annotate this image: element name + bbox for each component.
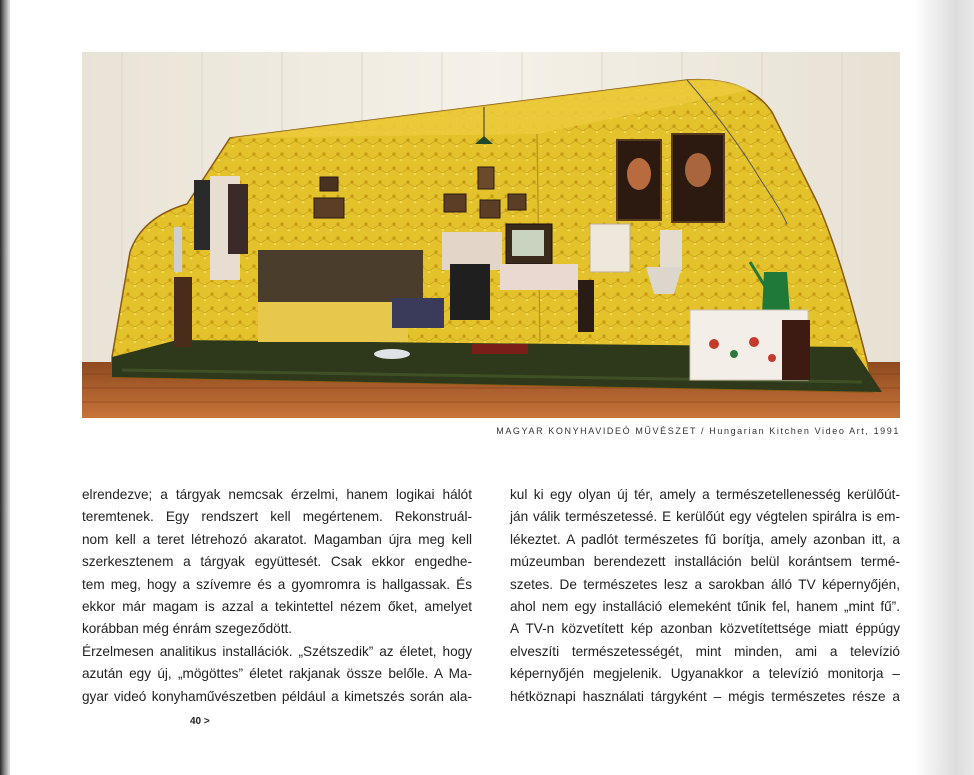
text-line: képernyőjén megjelenik. Ugyanakkor a televízió monitorja –: [510, 666, 900, 682]
text-line: lékeztet. A padlót természetes fű borítja, amely azonban itt, a: [510, 531, 900, 547]
text-line: A TV-n közvetített kép azonban közvetítettsége miatt éppúgy: [510, 621, 900, 637]
page-edge-shadow: [914, 0, 974, 775]
text-line: szerkesztenem a tárgyak együttesét. Csak ekkor engedhe-: [82, 554, 472, 570]
text-line: azután egy új, „mögöttes” életet rakjanak össze belőle. A Ma-: [82, 666, 472, 682]
text-line: elveszíti természetességét, mint minden, ami a televízió: [510, 643, 900, 659]
photo-caption: MAGYAR KONYHAVIDEÓ MŰVÉSZET / Hungarian Kitchen Video Art, 1991: [496, 426, 900, 436]
text-line: szetes. De természetes lesz a sarokban álló TV képernyőjén,: [510, 576, 900, 592]
installation-photo: [82, 52, 900, 418]
text-column-left: [82, 484, 472, 708]
text-line: ján válik természetessé. E kerülőút egy végtelen spirálra is em-: [510, 509, 900, 525]
text-line: tem meg, hogy a szívemre és a gyomromra is hallgassak. És: [82, 576, 472, 592]
text-line: teremtenek. Egy rendszert kell megértenem. Rekonstruál-: [82, 509, 472, 525]
text-line: hétköznapi használati tárgyként – mégis természetes része a: [510, 688, 900, 704]
text-line: kul ki egy olyan új tér, amely a természetellenesség kerülőút-: [510, 487, 900, 502]
text-line: korábban még énrám szegeződött.: [82, 621, 293, 637]
page-number: 40 >: [190, 716, 210, 727]
text-line: gyar videó konyhaművészetben például a kimetszés során ala-: [82, 688, 472, 704]
book-spine-shadow: [0, 0, 10, 775]
text-line: ahol nem egy installáció elemeként tűnik fel, hanem „mint fű”.: [510, 599, 900, 615]
text-line: múzeumban berendezett installáción belül korántsem termé-: [510, 554, 900, 570]
text-column-right: [510, 484, 900, 708]
text-line: ekkor már magam is azzal a tekintettel nézem őket, amelyet: [82, 599, 472, 615]
text-line: Érzelmesen analitikus installációk. „Szétszedik” az életet, hogy: [82, 643, 472, 659]
text-line: nom kell a teret létrehozó akaratot. Magamban újra meg kell: [82, 531, 472, 547]
text-line: elrendezve; a tárgyak nemcsak érzelmi, hanem logikai hálót: [82, 487, 472, 502]
